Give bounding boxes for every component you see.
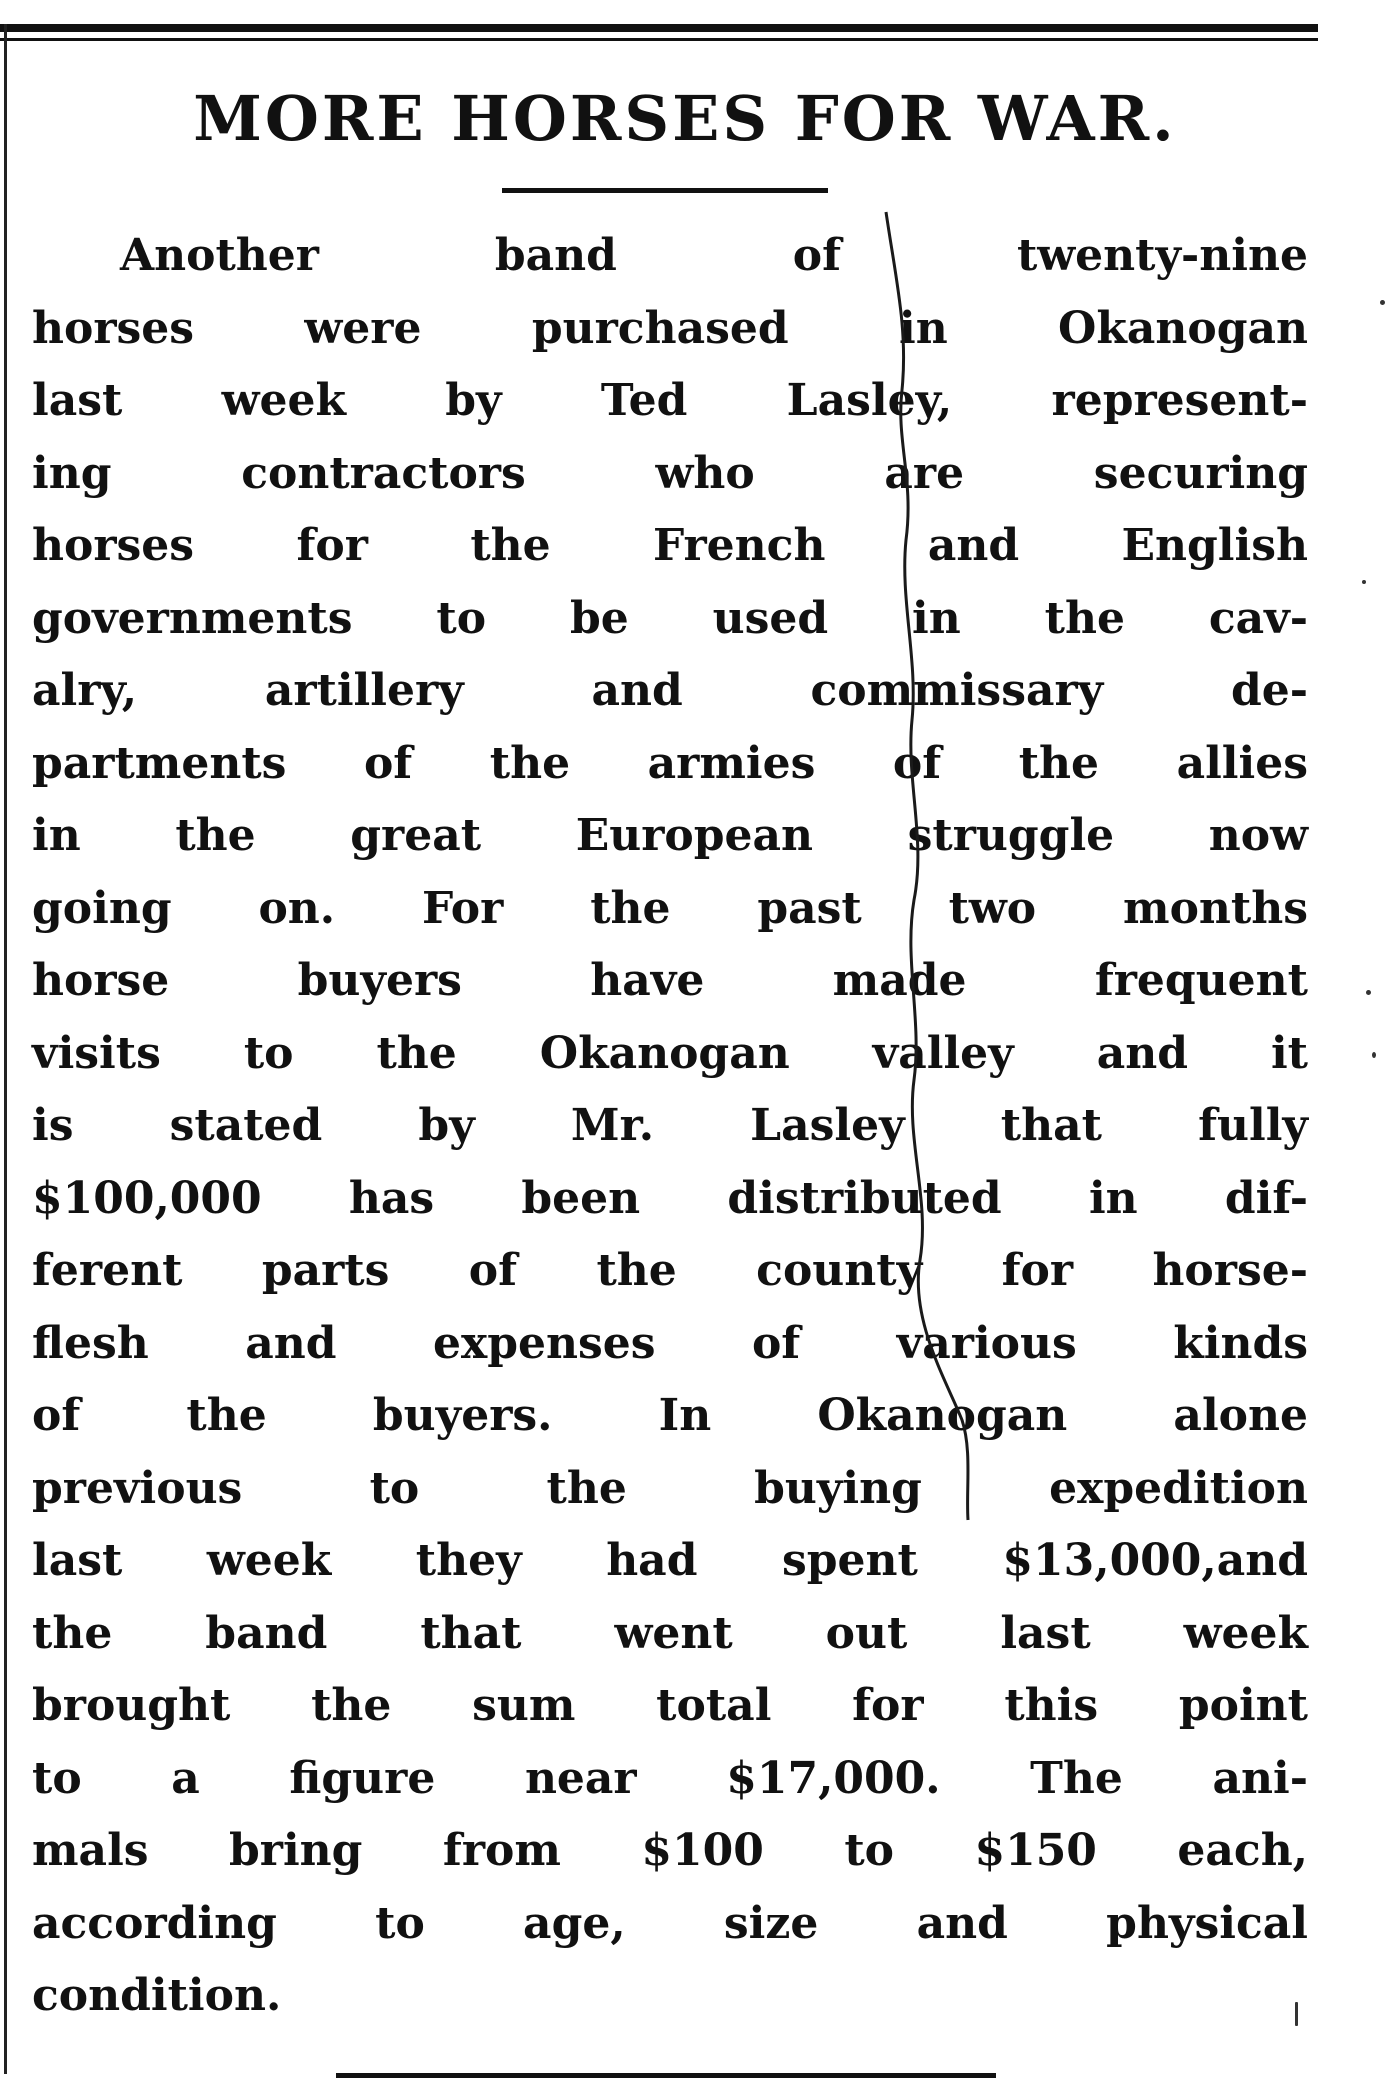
article-line: the band that went out last week [32, 1607, 1308, 1659]
article-line: going on. For the past two months [32, 882, 1308, 934]
paper-speck [1380, 300, 1385, 305]
article-line: according to age, size and physical [32, 1897, 1308, 1949]
article-line: visits to the Okanogan valley and it [32, 1027, 1308, 1079]
top-border-rule [0, 24, 1318, 32]
article-line: flesh and expenses of various kinds [32, 1317, 1308, 1369]
article-body [32, 220, 1308, 2033]
article-line: mals bring from $100 to $150 each, [32, 1825, 1308, 1876]
article-line: last week by Ted Lasley, represent- [32, 375, 1308, 426]
article-line: in the great European struggle now [32, 810, 1308, 861]
article-line: horses for the French and English [32, 520, 1308, 571]
paper-speck [1362, 580, 1366, 584]
article-line: governments to be used in the cav- [32, 592, 1308, 644]
article-line: brought the sum total for this point [32, 1680, 1308, 1731]
paper-speck [1366, 990, 1371, 995]
article-line: horses were purchased in Okanogan [32, 302, 1308, 354]
bottom-divider [336, 2073, 996, 2078]
article-line: previous to the buying expedition [32, 1462, 1308, 1514]
article-line: condition. [32, 1970, 282, 2021]
article-line: partments of the armies of the allies [32, 737, 1308, 789]
left-column-rule [4, 24, 7, 2074]
article-line: is stated by Mr. Lasley that fully [32, 1100, 1308, 1151]
article-headline: MORE HORSES FOR WAR. [193, 82, 1177, 155]
article-line: Another band of twenty-nine [120, 230, 1308, 281]
article-line: last week they had spent $13,000,and [32, 1535, 1308, 1586]
article-line: to a figure near $17,000. The ani- [32, 1752, 1308, 1804]
article-line: $100,000 has been distributed in dif- [32, 1172, 1308, 1224]
article-line: ing contractors who are securing [32, 447, 1308, 499]
paper-speck [1372, 1052, 1376, 1058]
top-border-rule-thin [0, 38, 1318, 41]
article-line: of the buyers. In Okanogan alone [32, 1390, 1308, 1441]
article-line: ferent parts of the county for horse- [32, 1245, 1308, 1296]
article-line: horse buyers have made frequent [32, 955, 1308, 1006]
headline-divider [502, 188, 828, 193]
paper-speck [1295, 2002, 1298, 2026]
article-line: alry, artillery and commissary de- [32, 665, 1308, 716]
